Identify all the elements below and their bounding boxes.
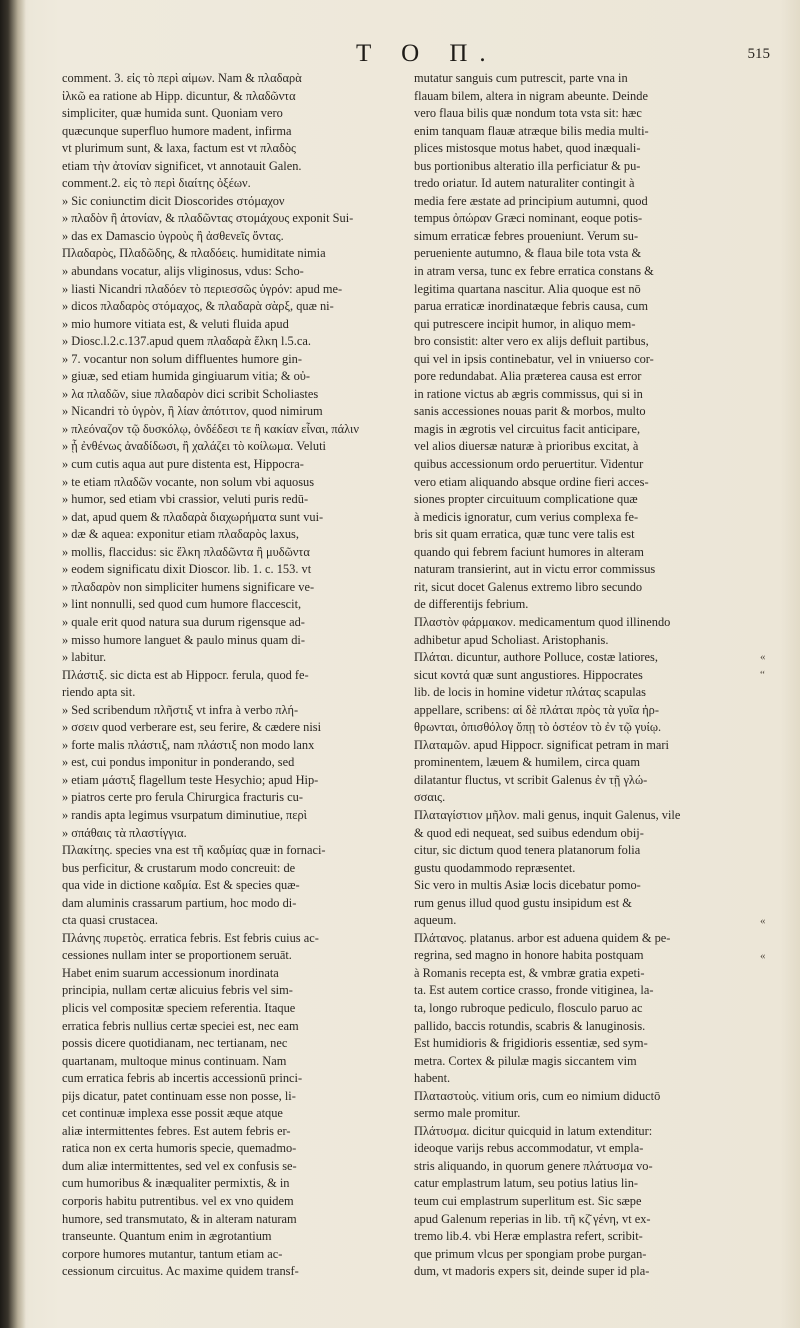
page-header bbox=[60, 40, 770, 66]
text-line: riendo apta sit. bbox=[62, 685, 136, 700]
text-line: à medicis ignoratur, cum verius complexa fe- bbox=[414, 509, 639, 524]
text-line: flauam bilem, altera in nigram abeunte. Deinde bbox=[414, 88, 648, 103]
text-line: pore redundabat. Alia præterea causa est error bbox=[414, 369, 642, 384]
text-line: citur, sic dictum quod tenera platanorum folia bbox=[414, 843, 641, 858]
text-line: » Sic coniunctim dicit Dioscorides στόμαχον bbox=[62, 193, 285, 208]
text-line: ta, longo rubroque pediculo, flosculo paruo ac bbox=[414, 1000, 643, 1015]
text-line: humore, sed transmutato, & in alteram naturam bbox=[62, 1211, 297, 1226]
text-line: θρωνται, ὀπισθόλογ ὄπῃ τὸ ὀστέον τὸ ἐν τῷ γυίῳ. bbox=[414, 720, 662, 735]
text-line: tremo lib.4. vbi Heræ emplastra refert, scribit- bbox=[414, 1229, 643, 1244]
margin-quote-mark: “ bbox=[760, 669, 765, 681]
text-line: naturam transierint, aut in victu error commissus bbox=[414, 562, 656, 577]
margin-quote-mark: « bbox=[760, 651, 766, 663]
text-line: » cum cutis aqua aut pure distenta est, Hippocra- bbox=[62, 457, 304, 472]
text-line: adhibetur apud Scholiast. Aristophanis. bbox=[414, 632, 609, 647]
text-line: » mollis, flaccidus: sic ἕλκη πλαδῶντα ἢ μυδῶντα bbox=[62, 544, 310, 559]
text-line: perueniente autumno, & flaua bile tota vsta & bbox=[414, 246, 642, 261]
text-line: » πλεόναζον τῷ δυσκόλῳ, ὀνδέδεσι τε ἢ κακίαν εἶναι, πάλιν bbox=[62, 421, 359, 436]
text-line: » giuæ, sed etiam humida gingiuarum vitia; & οὐ- bbox=[62, 369, 311, 384]
text-line: ἰλκῶ ea ratione ab Hipp. dicuntur, & πλαδῶντα bbox=[62, 88, 296, 103]
text-line: aliæ intermittentes febres. Est autem febris er- bbox=[62, 1123, 291, 1138]
text-line: pallido, baccis rotundis, scabris & lanuginosis. bbox=[414, 1018, 646, 1033]
text-line: & quod edi nequeat, sed suibus edendum obij- bbox=[414, 825, 644, 840]
text-line: ratica non ex certa humoris specie, quemadmo- bbox=[62, 1141, 297, 1156]
text-line: pijs dicatur, patet continuam esse non posse, li- bbox=[62, 1088, 296, 1103]
text-line: rum genus illud quod gustu insipidum est & bbox=[414, 895, 632, 910]
text-line: teum cui emplastrum superlitum est. Sic sæpe bbox=[414, 1194, 642, 1208]
text-line: cessiones nullam inter se proportionem seruāt. bbox=[62, 948, 292, 963]
text-line: dilatantur fluctus, vt scribit Galenus ἐν τῇ γλώ- bbox=[414, 772, 648, 787]
text-line: comment.2. εἰς τὸ περὶ διαίτης ὀξέων. bbox=[62, 176, 251, 191]
text-line: qua vide in dictione καδμία. Est & species quæ- bbox=[62, 878, 300, 893]
text-line: aqueum. bbox=[414, 913, 457, 928]
text-line: ideoque varijs rebus accommodatur, vt empla- bbox=[414, 1141, 644, 1156]
text-line: » lint nonnulli, sed quod cum humore flaccescit, bbox=[62, 597, 302, 612]
text-line: cta quasi crustacea. bbox=[62, 913, 158, 928]
text-line: ta. Est autem cortice crasso, fronde vitiginea, la- bbox=[414, 983, 654, 998]
text-line: qui vel in ipsis continebatur, vel in vniuerso cor- bbox=[414, 351, 654, 366]
text-line: » πλαδαρὸν non simpliciter humens significare ve- bbox=[62, 579, 315, 594]
page-number: 515 bbox=[747, 46, 770, 62]
text-line: » humor, sed etiam vbi crassior, veluti puris redū- bbox=[62, 492, 309, 507]
text-line: qui putrescere incipit humor, in aliquo mem- bbox=[414, 316, 636, 331]
text-line: » Sed scribendum πλῆστιξ vt infra à verbo πλή- bbox=[62, 702, 299, 717]
text-line: à Romanis recepta est, & vmbræ gratia expeti- bbox=[414, 965, 645, 980]
text-line: catur emplastrum latum, seu potius latius lin- bbox=[414, 1176, 639, 1191]
text-line: » randis apta legimus vsurpatum diminutiue, περὶ bbox=[62, 807, 308, 822]
text-line: vero flaua bilis quæ nondum tota vsta sit: hæc bbox=[414, 106, 642, 121]
text-line: cessionum circuitus. Ac maxime quidem transf- bbox=[62, 1264, 299, 1279]
text-line: vel alios diuersæ naturæ à prioribus excitat, à bbox=[414, 439, 639, 454]
margin-quote-marks bbox=[760, 0, 790, 1328]
text-line: etiam τὴν ἀτονίαν significet, vt annotauit Galen. bbox=[62, 158, 302, 173]
text-line: » Diosc.l.2.c.137.apud quem πλαδαρὰ ἕλκη l.5.ca. bbox=[62, 334, 311, 349]
text-line: » eodem significatu dixit Dioscor. lib. 1. c. 153. vt bbox=[62, 562, 312, 577]
running-head: T O П. bbox=[356, 40, 498, 67]
text-line: Sic vero in multis Asiæ locis dicebatur pomo- bbox=[414, 878, 641, 893]
text-line: Πλάται. dicuntur, authore Polluce, costæ latiores, bbox=[414, 650, 658, 665]
text-line: Πλάστιξ. sic dicta est ab Hippocr. ferula, quod fe- bbox=[62, 667, 309, 682]
text-line: quæcunque superfluo humore madent, infirma bbox=[62, 123, 292, 138]
text-line: simpliciter, quæ humida sunt. Quoniam vero bbox=[62, 106, 283, 121]
text-line: rit, sicut docet Galenus extremo libro secundo bbox=[414, 579, 643, 594]
text-line: sanis accessiones nouas parit & morbos, multo bbox=[414, 404, 646, 419]
text-line: magis in ægrotis vel circuitus facit anticipare, bbox=[414, 421, 641, 436]
text-line: » σπάθαις τὰ πλαστίγγια. bbox=[62, 825, 187, 840]
text-line: in atram versa, tunc ex febre erratica constans & bbox=[414, 264, 654, 279]
text-line: » liasti Nicandri πλαδόεν τὸ περιεσσῶς ὑγρόν: apud me- bbox=[62, 281, 343, 296]
text-line: tempus ὀπώραν Græci nominant, eoque potis- bbox=[414, 211, 643, 226]
text-line: Πλάνης πυρετὸς. erratica febris. Est febris cuius ac- bbox=[62, 930, 319, 945]
text-line: bris sit quam erratica, quæ tunc vere talis est bbox=[414, 527, 635, 542]
text-line: comment. 3. εἰς τὸ περὶ αἱμων. Nam & πλαδαρὰ bbox=[62, 71, 302, 85]
text-line: » dæ & aquea: exponitur etiam πλαδαρὸς laxus, bbox=[62, 527, 299, 542]
text-line: » etiam μάστιξ flagellum teste Hesychio; apud Hip- bbox=[62, 772, 319, 787]
text-line: Πλαστὸν φάρμακον. medicamentum quod illinendo bbox=[414, 614, 671, 629]
text-line: gustu quodammodo repræsentet. bbox=[414, 860, 576, 875]
text-line: de differentijs febrium. bbox=[414, 597, 529, 612]
text-line: vero etiam aliquando absque ordine fieri acces- bbox=[414, 474, 649, 489]
text-line: mutatur sanguis cum putrescit, parte vna in bbox=[414, 71, 628, 85]
text-line: quibus accessionum ordo peruertitur. Videntur bbox=[414, 457, 644, 472]
text-line: legitima quartana nascitur. Alia quoque est nō bbox=[414, 281, 641, 296]
text-line: siones propter circuituum complicatione quæ bbox=[414, 492, 638, 507]
text-line: Πλακίτης. species vna est τῆ καδμίας quæ in fornaci- bbox=[62, 843, 326, 858]
text-line: » est, cui pondus imponitur in ponderando, sed bbox=[62, 755, 295, 770]
text-line: σσαις. bbox=[414, 790, 446, 805]
text-line: bus perficitur, & crustarum modo concreuit: de bbox=[62, 860, 296, 875]
text-line: Est humidioris & frigidioris essentiæ, sed sym- bbox=[414, 1036, 648, 1051]
text-line: appellare, scribens: αἱ δὲ πλάται πρὸς τὰ γυῖα ἠρ- bbox=[414, 702, 659, 717]
text-line: Πλαδαρὸς, Πλαδῶδης, & πλαδόεις. humiditate nimia bbox=[62, 246, 326, 261]
text-line: » 7. vocantur non solum diffluentes humore gin- bbox=[62, 351, 302, 366]
text-line: prominentem, læuem & humilem, circa quam bbox=[414, 755, 641, 770]
text-line: Πλαταστοὺς. vitium oris, cum eo nimium diductō bbox=[414, 1088, 661, 1103]
text-line: Πλάτανος. platanus. arbor est aduena quidem & pe- bbox=[414, 930, 671, 945]
text-line: parua erraticæ inordinatæque febris causa, cum bbox=[414, 299, 648, 314]
text-line: dam aluminis crassarum partium, hoc modo di- bbox=[62, 895, 297, 910]
text-line: bus portionibus alteratio illa perficiatur & pu- bbox=[414, 158, 641, 173]
text-line: » labitur. bbox=[62, 650, 107, 665]
text-line: vt plurimum sunt, & laxa, factum est vt πλαδὸς bbox=[62, 141, 296, 156]
text-line: » Nicandri τὸ ὑγρὸν, ἢ λίαν ἀπότιτον, quod nimirum bbox=[62, 404, 323, 419]
text-line: cum humoribus & inæqualiter permixtis, & in bbox=[62, 1176, 290, 1191]
text-line: Πλαταγίστιον μῆλον. mali genus, inquit Galenus, vile bbox=[414, 807, 681, 822]
text-line: sicut κοντά quæ sunt angustiores. Hippocrates bbox=[414, 667, 643, 682]
text-line: » dicos πλαδαρὸς στόμαχος, & πλαδαρὰ σὰρξ, quæ ni- bbox=[62, 299, 334, 314]
margin-quote-mark: « bbox=[760, 915, 766, 927]
binding-gutter bbox=[0, 0, 26, 1328]
text-line: principia, nullam certæ alicuius febris vel sim- bbox=[62, 983, 293, 998]
text-line: sermo male promitur. bbox=[414, 1106, 521, 1121]
text-line: possis dicere quotidianam, nec tertianam, nec bbox=[62, 1036, 288, 1051]
text-line: in ratione victus ab ægris commissus, qui si in bbox=[414, 386, 643, 401]
text-line: » ᾗ ἐνθένως ἀναδίδωσι, ἢ χαλάζει τὸ κοίλωμα. Veluti bbox=[62, 439, 326, 454]
text-line: » σσειν quod verberare est, seu ferire, & cædere nisi bbox=[62, 720, 322, 735]
text-line: corporis habitu putrentibus. vel ex vno quidem bbox=[62, 1194, 294, 1208]
text-line: cet continuæ implexa esse possit æque atque bbox=[62, 1106, 283, 1121]
text-line: dum, vt madoris expers sit, deinde super id pla- bbox=[414, 1264, 650, 1279]
text-line: quando qui febrem faciunt humores in alteram bbox=[414, 544, 644, 559]
text-line: plicis vel compositæ speciem referentia. Itaque bbox=[62, 1000, 296, 1015]
text-line: enim tanquam flauæ atræque bilis media multi- bbox=[414, 123, 649, 138]
text-line: » quale erit quod natura sua durum rigensque ad- bbox=[62, 614, 305, 629]
text-line: que primum vlcus per spongiam probe purgan- bbox=[414, 1246, 647, 1261]
text-line: » forte malis πλάστιξ, nam πλάστιξ non modo lanx bbox=[62, 737, 315, 752]
text-line: » misso humore languet & paulo minus quam di- bbox=[62, 632, 305, 647]
text-line: quartanam, multoque minus continuam. Nam bbox=[62, 1053, 287, 1068]
text-line: metra. Cortex & pilulæ magis siccantem vim bbox=[414, 1053, 637, 1068]
text-line: Habet enim suarum accessionum inordinata bbox=[62, 965, 279, 980]
text-line: cum erratica febris ab incertis accessionū princi- bbox=[62, 1071, 303, 1086]
text-line: plices mistosque motus habet, quod inæquali- bbox=[414, 141, 641, 156]
text-line: regrina, sed magno in honore habita postquam bbox=[414, 948, 644, 963]
text-line: erratica febris nullius certæ speciei est, nec eam bbox=[62, 1018, 299, 1033]
right-column bbox=[414, 70, 758, 1281]
text-line: corpore humores mutantur, tantum etiam ac- bbox=[62, 1246, 283, 1261]
text-line: stris aliquando, in quorum genere πλάτυσμα vo- bbox=[414, 1158, 653, 1173]
text-line: » πλαδὸν ἢ ἀτονίαν, & πλαδῶντας στομάχους exponit Sui- bbox=[62, 211, 354, 226]
text-line: transeunte. Quantum enim in ægrotantium bbox=[62, 1229, 272, 1244]
text-line: dum aliæ intermittentes, sed vel ex confusis se- bbox=[62, 1158, 297, 1173]
text-line: Πλαταμῶν. apud Hippocr. significat petram in mari bbox=[414, 737, 669, 752]
margin-quote-mark: « bbox=[760, 950, 766, 962]
text-line: apud Galenum reperias in lib. τῆ κζ͂ γένη, vt ex- bbox=[414, 1211, 651, 1226]
text-line: simum erraticæ febres proueniunt. Verum su- bbox=[414, 228, 639, 243]
text-line: tredo oriatur. Id autem naturaliter contingit à bbox=[414, 176, 635, 191]
text-line: » abundans vocatur, alijs vliginosus, vdus: Scho- bbox=[62, 264, 304, 279]
text-line: bro consistit: alter vero ex alijs defluit partibus, bbox=[414, 334, 649, 349]
text-line: media fere æstate ad principium autumni, quod bbox=[414, 193, 648, 208]
text-line: » mio humore vitiata est, & veluti fluida apud bbox=[62, 316, 289, 331]
text-line: lib. de locis in homine videtur πλάτας scapulas bbox=[414, 685, 646, 700]
text-line: Πλάτυσμα. dicitur quicquid in latum extenditur: bbox=[414, 1123, 653, 1138]
text-line: » te etiam πλαδῶν vocante, non solum vbi aquosus bbox=[62, 474, 315, 489]
text-line: habent. bbox=[414, 1071, 451, 1086]
text-line: » das ex Damascio ὑγροὺς ἢ ἀσθενεῖς ὄντας. bbox=[62, 228, 284, 243]
text-line: » dat, apud quem & πλαδαρὰ διαχωρήματα sunt vui- bbox=[62, 509, 324, 524]
left-column bbox=[62, 70, 404, 1281]
text-line: » λα πλαδῶν, siue πλαδαρὸν dici scribit Scholiastes bbox=[62, 386, 319, 401]
text-line: » piatros certe pro ferula Chirurgica fracturis cu- bbox=[62, 790, 303, 805]
